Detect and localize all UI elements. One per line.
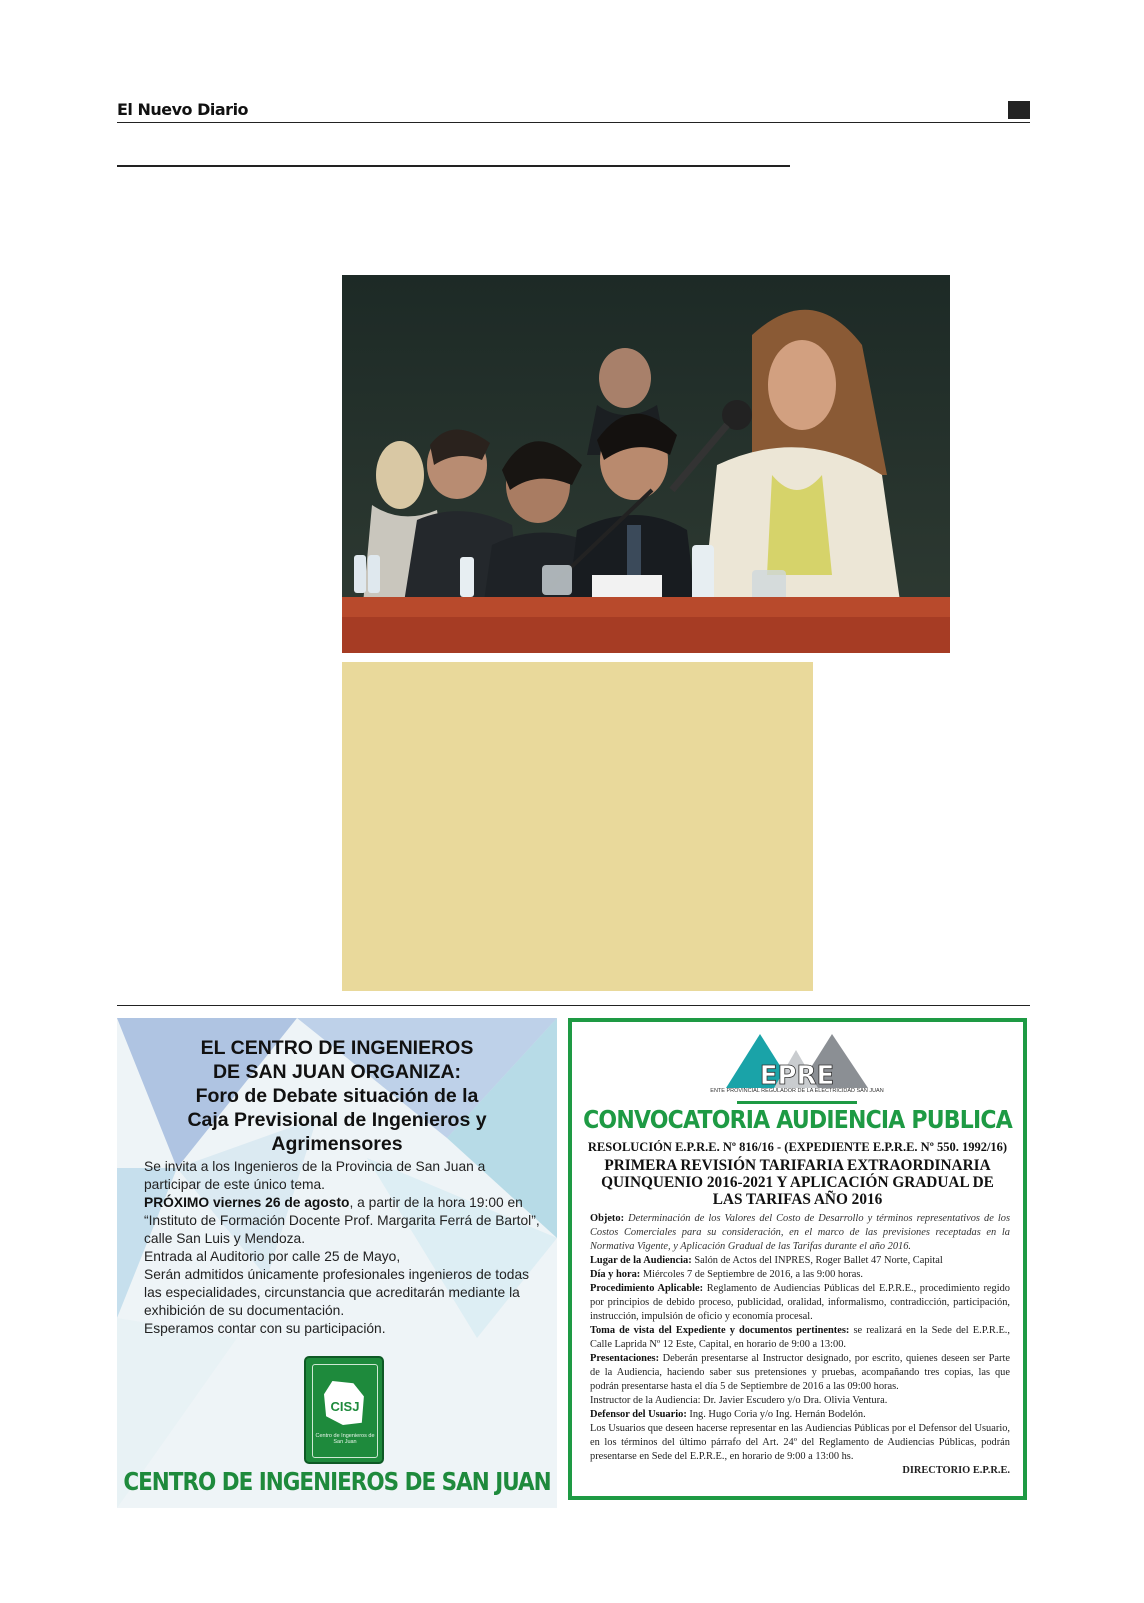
objeto-text: Determinación de los Valores del Costo de Desarrollo y términos representativos de los Costos Comerciales para su consideración, en el marco de las previsiones receptadas en la Normativa Vigente, y Aplicación Gradual de las Tarifas durante el año 2016.	[590, 1213, 1010, 1252]
epre-body	[590, 1212, 1010, 1478]
cisj-logo-text: CISJ	[330, 1399, 360, 1414]
procedimiento-paragraph	[590, 1282, 1010, 1324]
entrance-text: Entrada al Auditorio por calle 25 de Mayo,	[144, 1249, 401, 1264]
cisj-footer: CENTRO DE INGENIEROS DE SAN JUAN	[123, 1468, 551, 1497]
cisj-headline	[117, 1036, 557, 1156]
header-rule	[117, 122, 1030, 123]
cisj-body	[144, 1158, 544, 1338]
event-venue: , a partir de la hora 19:00 en “Instituto de Formación Docente Prof. Margarita Ferrá de Bartol”, calle San Luis y Mendoza.	[144, 1195, 540, 1246]
resolution-line: RESOLUCIÓN E.P.R.E. Nº 816/16 - (EXPEDIENTE E.P.R.E. Nº 550. 1992/16)	[587, 1140, 1008, 1154]
toma-text: se realizará en la Sede del E.P.R.E., Calle Laprida Nº 12 Este, Capital, en horario de 9:00 a 13:00.	[590, 1325, 1010, 1350]
presentaciones-paragraph	[590, 1352, 1010, 1394]
invitation-text: Se invita a los Ingenieros de la Provincia de San Juan a participar de este único tema.	[144, 1159, 486, 1192]
toma-paragraph	[590, 1324, 1010, 1352]
lugar-text: Salón de Actos del INPRES, Roger Ballet 47 Norte, Capital	[694, 1255, 943, 1266]
dia-paragraph	[590, 1268, 1010, 1282]
headline-line: Agrimensores	[271, 1133, 403, 1155]
headline-line: Caja Previsional de Ingenieros y	[187, 1109, 487, 1131]
page-marker	[1008, 101, 1030, 119]
usuarios-paragraph: Los Usuarios que deseen hacerse representar en las Audiencias Públicas por el Defensor del Usuario, en los términos del último párrafo del Art. 24º del Reglamento de Audiencias Públicas, podrán presentarse en Sede del E.P.R.E., en horario de 9:00 a 13:00 hs.	[590, 1423, 1010, 1462]
objeto-paragraph	[590, 1212, 1010, 1254]
news-photo	[342, 275, 950, 653]
headline-line: Foro de Debate situación de la	[195, 1085, 479, 1107]
proc-text: Reglamento de Audiencias Públicas del E.P.R.E., procedimiento regido por principios de debido proceso, publicidad, oralidad, informalismo, contradicción, participación, instrucción, impulsión de oficio y economía procesal.	[590, 1283, 1010, 1322]
convocatoria-title: CONVOCATORIA AUDIENCIA PUBLICA	[583, 1106, 1012, 1135]
headline-line: DE SAN JUAN ORGANIZA:	[212, 1061, 462, 1083]
toma-label: Toma de vista del Expediente y documentos pertinentes:	[590, 1325, 850, 1336]
proc-label: Procedimiento Aplicable:	[590, 1283, 704, 1294]
objeto-label: Objeto:	[590, 1213, 625, 1224]
defensor-paragraph	[590, 1408, 1010, 1422]
instructor-paragraph: Instructor de la Audiencia: Dr. Javier Escudero y/o Dra. Olivia Ventura.	[590, 1395, 888, 1406]
pres-label: Presentaciones:	[590, 1353, 660, 1364]
admission-text: Serán admitidos únicamente profesionales ingenieros de todas las especialidades, circunstancia que acreditarán mediante la exhibición de su documentación.	[144, 1267, 530, 1318]
epre-logo-text: EPRE	[759, 1061, 835, 1091]
headline-line: EL CENTRO DE INGENIEROS	[200, 1037, 474, 1059]
pres-text: Deberán presentarse al Instructor designado, por escrito, quienes deseen ser Parte de la Audiencia, haciendo saber sus pretensiones y pruebas, acompañando tres copias, las que podrán presentarse hasta el día 5 de Septiembre de 2016 a las 09:00 horas.	[590, 1353, 1010, 1392]
cisj-logo	[304, 1356, 384, 1464]
event-date: PRÓXIMO viernes 26 de agosto	[144, 1195, 350, 1210]
lugar-paragraph	[590, 1254, 1010, 1268]
lugar-label: Lugar de la Audiencia:	[590, 1255, 692, 1266]
epre-logo-caption: ENTE PROVINCIAL REGULADOR DE LA ELECTRICIDAD SAN JUAN	[710, 1088, 884, 1094]
dia-label: Día y hora:	[590, 1269, 641, 1280]
dia-text: Miércoles 7 de Septiembre de 2016, a las 9:00 horas.	[642, 1269, 863, 1280]
event-details	[144, 1194, 544, 1248]
def-text: Ing. Hugo Coria y/o Ing. Hernán Bodelón.	[689, 1409, 866, 1420]
cisj-logo-caption: Centro de Ingenieros de San Juan	[315, 1433, 375, 1445]
def-label: Defensor del Usuario:	[590, 1409, 687, 1420]
closing-text: Esperamos contar con su participación.	[144, 1321, 386, 1336]
logo-bar	[737, 1101, 857, 1104]
ads-rule	[117, 1005, 1030, 1006]
article-rule	[117, 165, 790, 167]
epre-advertisement	[568, 1018, 1027, 1500]
masthead: El Nuevo Diario	[117, 100, 249, 119]
sidebar-box	[342, 662, 813, 991]
cisj-advertisement	[117, 1018, 557, 1508]
revision-subtitle: PRIMERA REVISIÓN TARIFARIA EXTRAORDINARIA QUINQUENIO 2016-2021 Y APLICACIÓN GRADUAL DE LAS TARIFAS AÑO 2016	[601, 1157, 994, 1208]
signature: DIRECTORIO E.P.R.E.	[902, 1465, 1010, 1476]
